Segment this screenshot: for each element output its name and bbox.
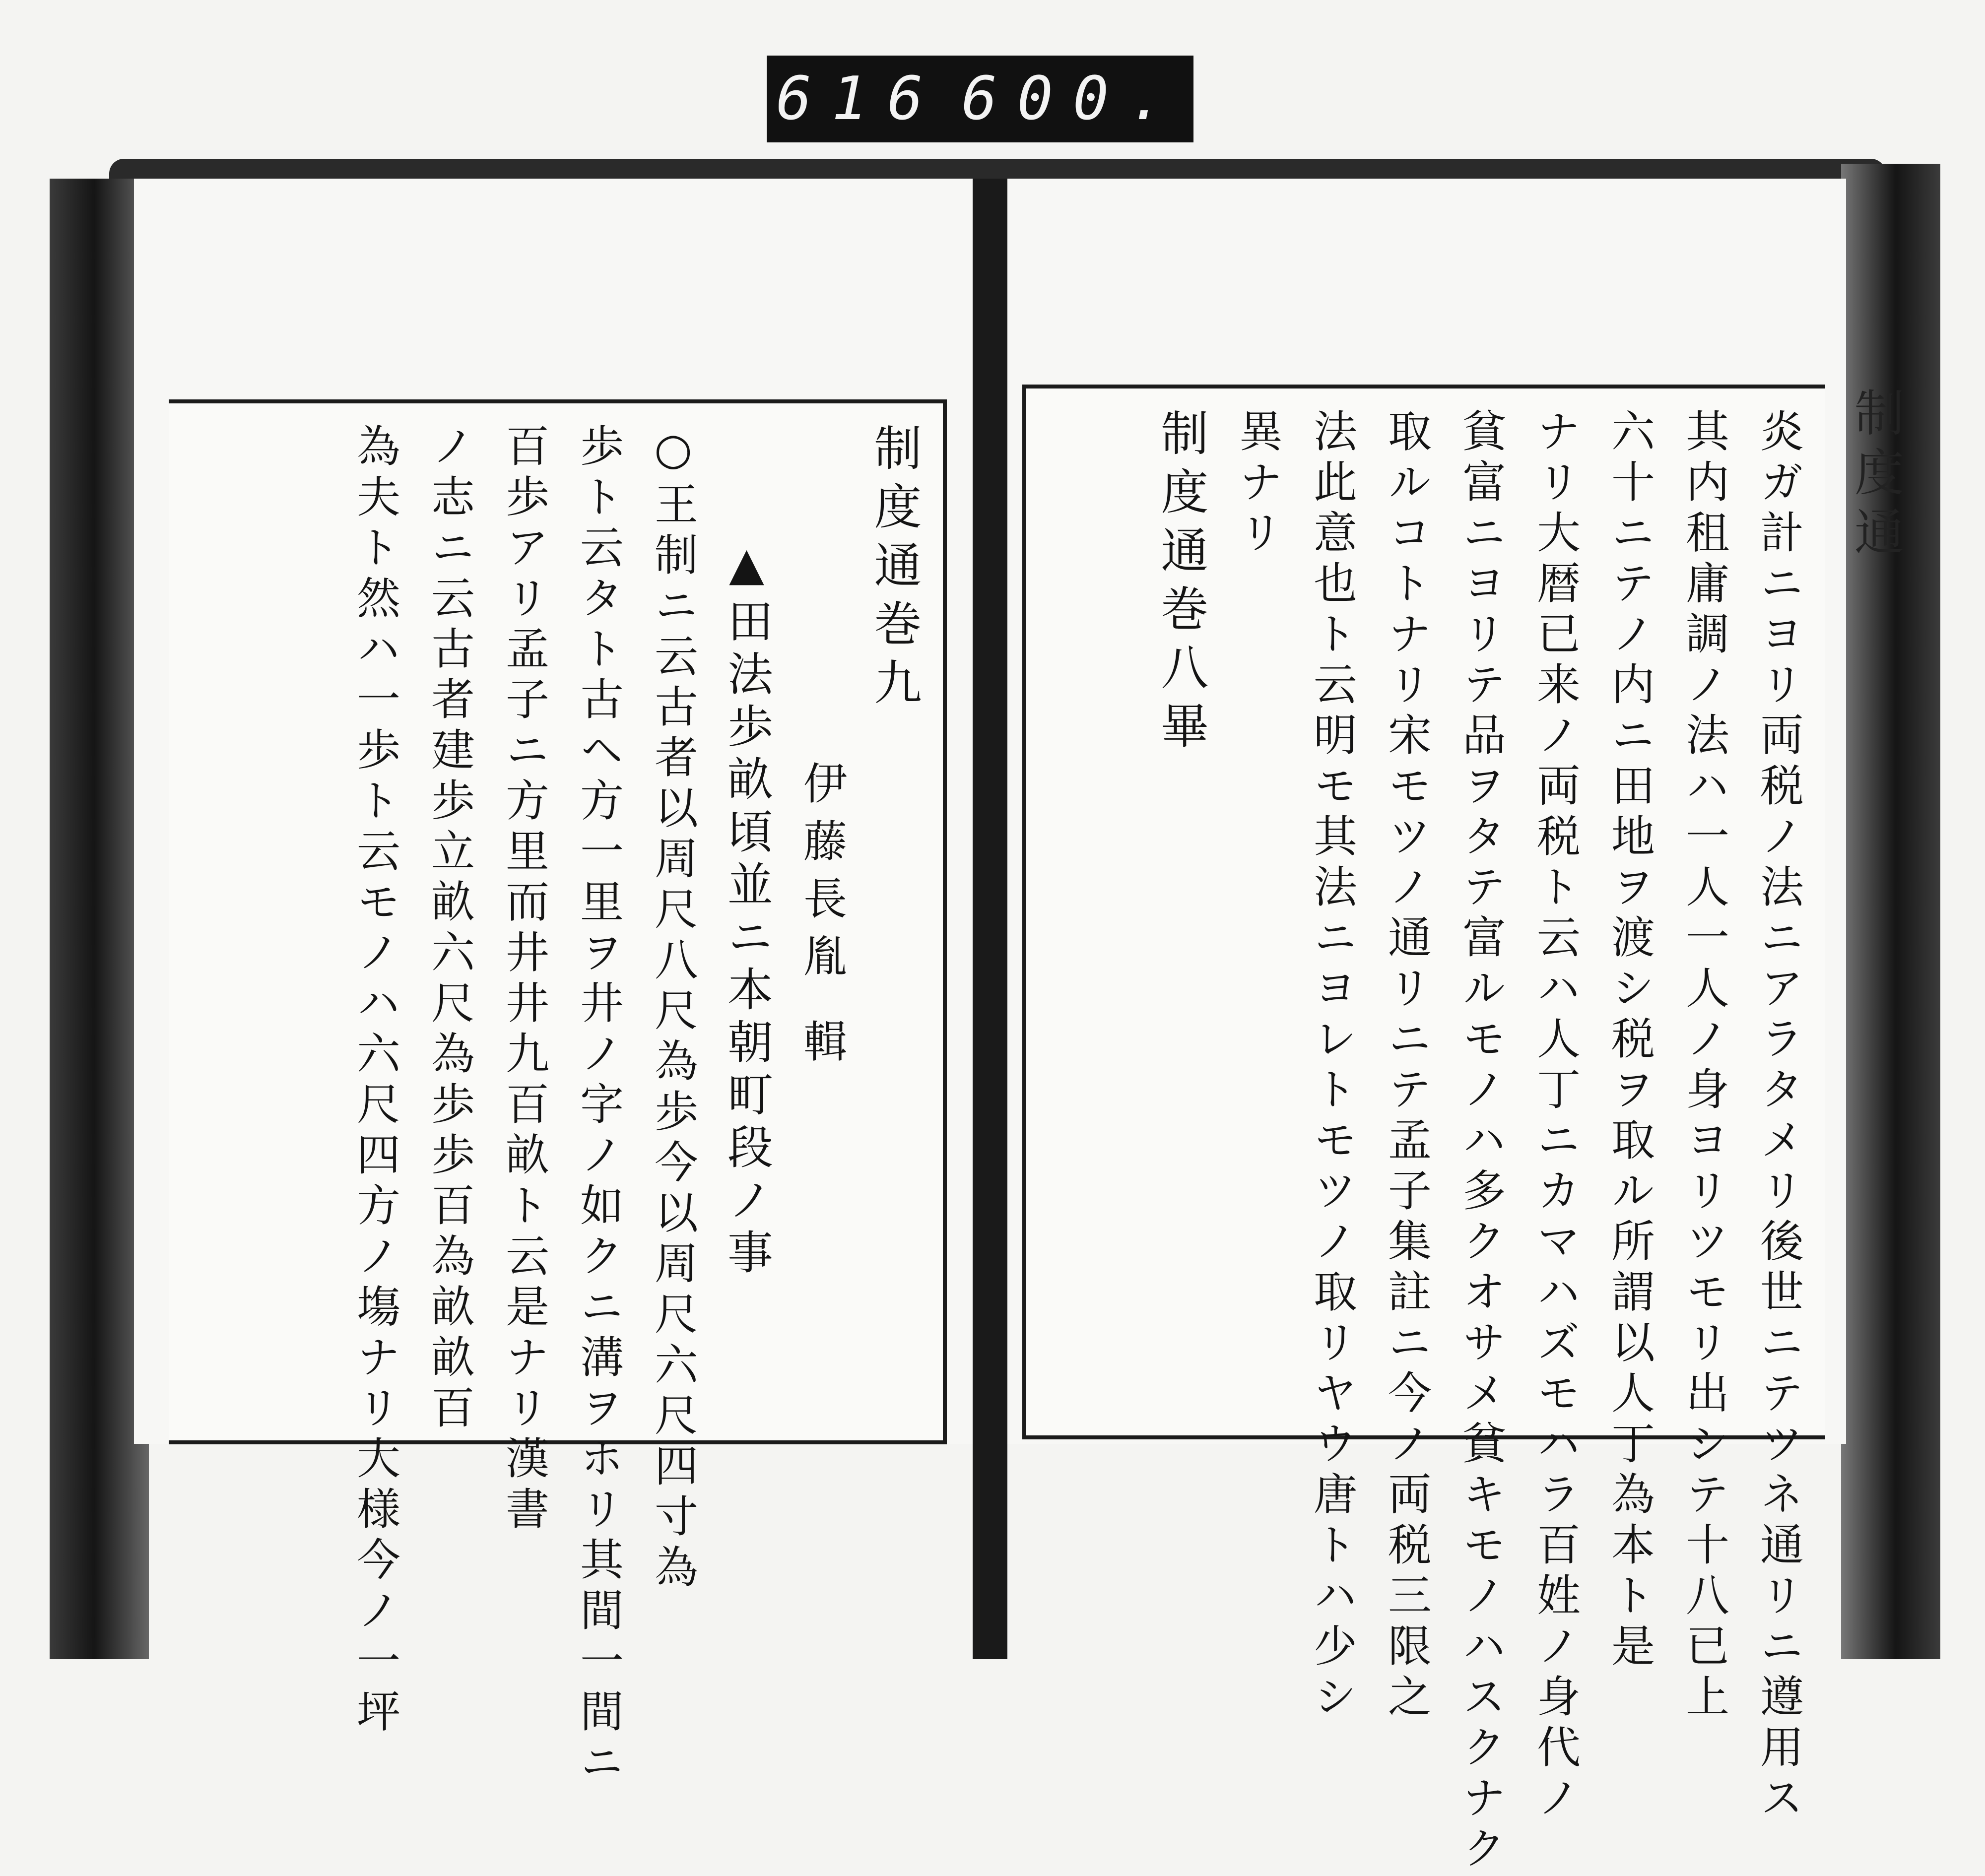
text-column: ナリ大暦已来ノ両税ト云ハ人丁ニカマハズモハラ百姓ノ身代ノ bbox=[1530, 408, 1581, 1825]
text-column: 法此意也ト云明モ其法ニヨレトモツノ取リヤウ唐トハ少シ bbox=[1307, 408, 1358, 1724]
volume-title: 制度通巻九 bbox=[866, 423, 922, 716]
volume-end-note: 制度通巻八畢 bbox=[1153, 408, 1209, 760]
text-column: 百歩アリ孟子ニ方里而井井九百畝ト云是ナリ漢書 bbox=[499, 423, 550, 1537]
author-credit: 伊藤長胤 輯 bbox=[796, 761, 848, 1076]
film-frame-label bbox=[767, 56, 1193, 142]
left-page bbox=[134, 179, 973, 1790]
right-page bbox=[1007, 179, 1846, 1876]
text-column: 其内租庸調ノ法ハ一人一人ノ身ヨリツモリ出シテ十八已上 bbox=[1679, 408, 1730, 1724]
frame-number-right: 600. bbox=[961, 65, 1185, 133]
right-spine-tab: 制度通 bbox=[1846, 387, 1904, 566]
text-column: 貧富ニヨリテ品ヲタテ富ルモノハ多クオサメ貧キモノハスクナク bbox=[1456, 408, 1507, 1876]
book-spine bbox=[973, 179, 1007, 1659]
text-column: 為夫ト然ハ一歩ト云モノハ六尺四方ノ塲ナリ大様今ノ一坪 bbox=[350, 423, 401, 1739]
left-text-columns bbox=[194, 423, 922, 1790]
text-column: 異ナリ bbox=[1232, 408, 1283, 560]
text-column: 炎ガ計ニヨリ両税ノ法ニアラタメリ後世ニテツネ通リニ遵用ス bbox=[1753, 408, 1804, 1825]
frame-number-left: 616 bbox=[776, 65, 943, 133]
text-column: 歩ト云タト古ヘ方一里ヲ井ノ字ノ如クニ溝ヲホリ其間一間ニ bbox=[573, 423, 624, 1790]
text-column: 取ルコトナリ宋モツノ通リニテ孟子集註ニ今ノ両税三限之 bbox=[1381, 408, 1432, 1724]
text-column: ノ志ニ云古者建歩立畝六尺為歩歩百為畝畝百 bbox=[424, 423, 475, 1435]
right-text-columns bbox=[1051, 408, 1804, 1876]
left-text-frame bbox=[169, 399, 947, 1790]
section-heading: ▲田法歩畝頃並ニ本朝町段ノ事 bbox=[720, 537, 773, 1281]
right-text-frame bbox=[1022, 385, 1825, 1876]
text-column: 六十ニテノ内ニ田地ヲ渡シ税ヲ取ル所謂以人丁為本ト是 bbox=[1604, 408, 1655, 1674]
text-column: ○王制ニ云古者以周尺八尺為歩今以周尺六尺四寸為 bbox=[648, 423, 699, 1595]
